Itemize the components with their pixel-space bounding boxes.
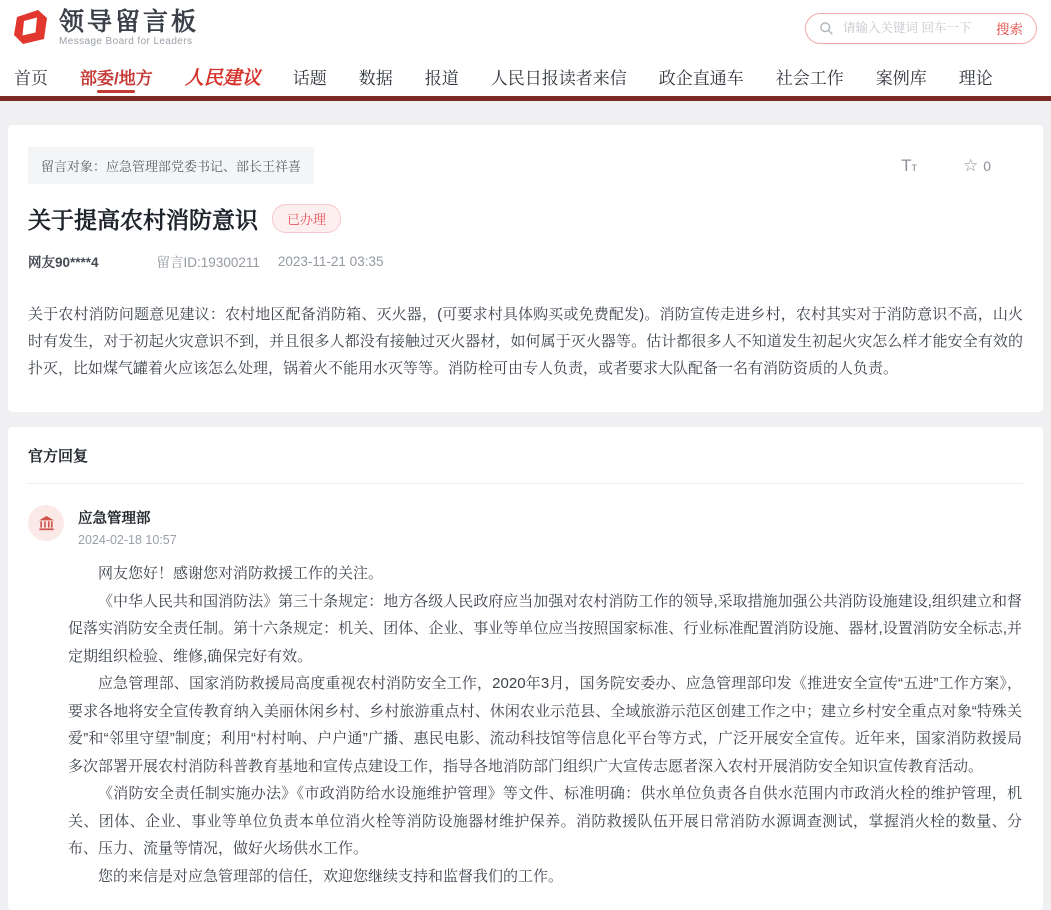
star-icon: ☆ bbox=[962, 156, 979, 175]
government-building-icon bbox=[37, 514, 56, 533]
message-id: 留言ID:19300211 bbox=[156, 255, 260, 270]
nav-item-home[interactable]: 首页 bbox=[14, 68, 48, 88]
message-author: 网友90****4 bbox=[28, 255, 99, 270]
nav-item-social-work[interactable]: 社会工作 bbox=[775, 68, 844, 88]
nav-item-topics[interactable]: 话题 bbox=[292, 68, 327, 88]
favorite-button[interactable] bbox=[963, 157, 991, 174]
search-box[interactable] bbox=[805, 13, 1037, 44]
logo-subtitle: Message Board for Leaders bbox=[59, 35, 193, 47]
reply-paragraph: 网友您好！感谢您对消防救援工作的关注。 bbox=[98, 565, 384, 582]
message-card bbox=[8, 125, 1043, 412]
message-toolbar bbox=[901, 156, 1023, 176]
reply-section-title: 官方回复 bbox=[28, 448, 89, 465]
reply-author-block bbox=[78, 505, 177, 547]
nav-item-gov-business-express[interactable]: 政企直通车 bbox=[658, 68, 744, 88]
logo-text bbox=[59, 9, 199, 46]
reply-body bbox=[28, 560, 1023, 890]
nav-item-peoples-suggestions[interactable]: 人民建议 bbox=[184, 67, 261, 89]
message-body: 关于农村消防问题意见建议：农村地区配备消防箱、灭火器，(可要求村具体购买或免费配发)。消防宣传走进乡村，农村其实对于消防意识不高，山火时有发生，对于初起火灾意识不到，并且很多人都没有接触过灭火器材，如何属于灭火器等。估计都很多人不知道发生初起火灾怎么样才能安全有效的扑灭，比如煤气罐着火应该怎么处理，锅着火不能用水灭等等。消防栓可由专人负责，或者要求大队配备一名有消防资质的人负责。 bbox=[28, 306, 1023, 377]
nav-item-reports[interactable]: 报道 bbox=[424, 68, 459, 88]
nav-item-ministries-local[interactable]: 部委/地方 bbox=[80, 56, 153, 96]
nav-item-case-library[interactable]: 案例库 bbox=[875, 68, 927, 88]
search-icon bbox=[819, 21, 834, 36]
status-badge: 已办理 bbox=[272, 204, 341, 233]
logo-title: 领导留言板 bbox=[59, 8, 200, 37]
font-size-large-glyph: T bbox=[901, 155, 912, 175]
star-count: 0 bbox=[983, 157, 991, 174]
divider bbox=[28, 483, 1023, 484]
message-timestamp: 2023-11-21 03:35 bbox=[277, 253, 384, 269]
reply-paragraph: 应急管理部、国家消防救援局高度重视农村消防安全工作，2020年3月，国务院安委办、应急管理部印发《推进安全宣传“五进”工作方案》，要求各地将安全宣传教育纳入美丽休闲乡村、乡村旅游重点村、休闲农业示范县、全域旅游示范区创建工作之中；建立乡村安全重点对象“特殊关爱”和“邻里守望”制度；利用“村村响、户户通”广播、惠民电影、流动科技馆等信息化平台等方式，广泛开展安全宣传。近年来，国家消防救援局多次部署开展农村消防科普教育基地和宣传点建设工作，指导各地消防部门组织广大宣传志愿者深入农村开展消防安全知识宣传教育活动。 bbox=[68, 675, 1022, 775]
nav-item-theory[interactable]: 理论 bbox=[958, 68, 993, 88]
font-size-toggle[interactable] bbox=[901, 156, 917, 176]
recipient-tag: 留言对象：应急管理部党委书记、部长王祥喜 bbox=[28, 147, 314, 184]
font-size-small-glyph: т bbox=[911, 159, 917, 174]
nav-item-data[interactable]: 数据 bbox=[358, 68, 393, 88]
agency-avatar bbox=[28, 505, 64, 541]
reply-agency-name: 应急管理部 bbox=[78, 511, 151, 527]
nav-item-reader-letters[interactable]: 人民日报读者来信 bbox=[490, 68, 627, 88]
logo-icon bbox=[10, 6, 50, 51]
reply-paragraph: 《中华人民共和国消防法》第三十条规定：地方各级人民政府应当加强对农村消防工作的领导,采取措施加强公共消防设施建设,组织建立和督促落实消防安全责任制。第十六条规定：机关、团体、企业、事业等单位应当按照国家标准、行业标准配置消防设施、器材,设置消防安全标志,并定期组织检验、维修,确保完好有效。 bbox=[68, 592, 1022, 665]
search-button[interactable]: 搜索 bbox=[996, 18, 1023, 38]
search-input[interactable] bbox=[841, 20, 989, 36]
reply-paragraph: 《消防安全责任制实施办法》《市政消防给水设施维护管理》等文件、标准明确：供水单位负责各自供水范围内市政消火栓的维护管理，机关、团体、企业、事业等单位负责本单位消火栓等消防设施器材维护保养。消防救援队伍开展日常消防水源调查测试，掌握消火栓的数量、分布、压力、流量等情况，做好火场供水工作。 bbox=[68, 785, 1022, 857]
official-reply-card bbox=[8, 427, 1043, 910]
reply-timestamp: 2024-02-18 10:57 bbox=[78, 533, 177, 547]
site-logo[interactable] bbox=[10, 6, 199, 51]
message-meta bbox=[28, 251, 1023, 271]
main-nav bbox=[0, 56, 1051, 101]
reply-paragraph: 您的来信是对应急管理部的信任，欢迎您继续支持和监督我们的工作。 bbox=[98, 867, 564, 885]
message-title: 关于提高农村消防意识 bbox=[28, 207, 258, 233]
site-header bbox=[0, 0, 1051, 56]
